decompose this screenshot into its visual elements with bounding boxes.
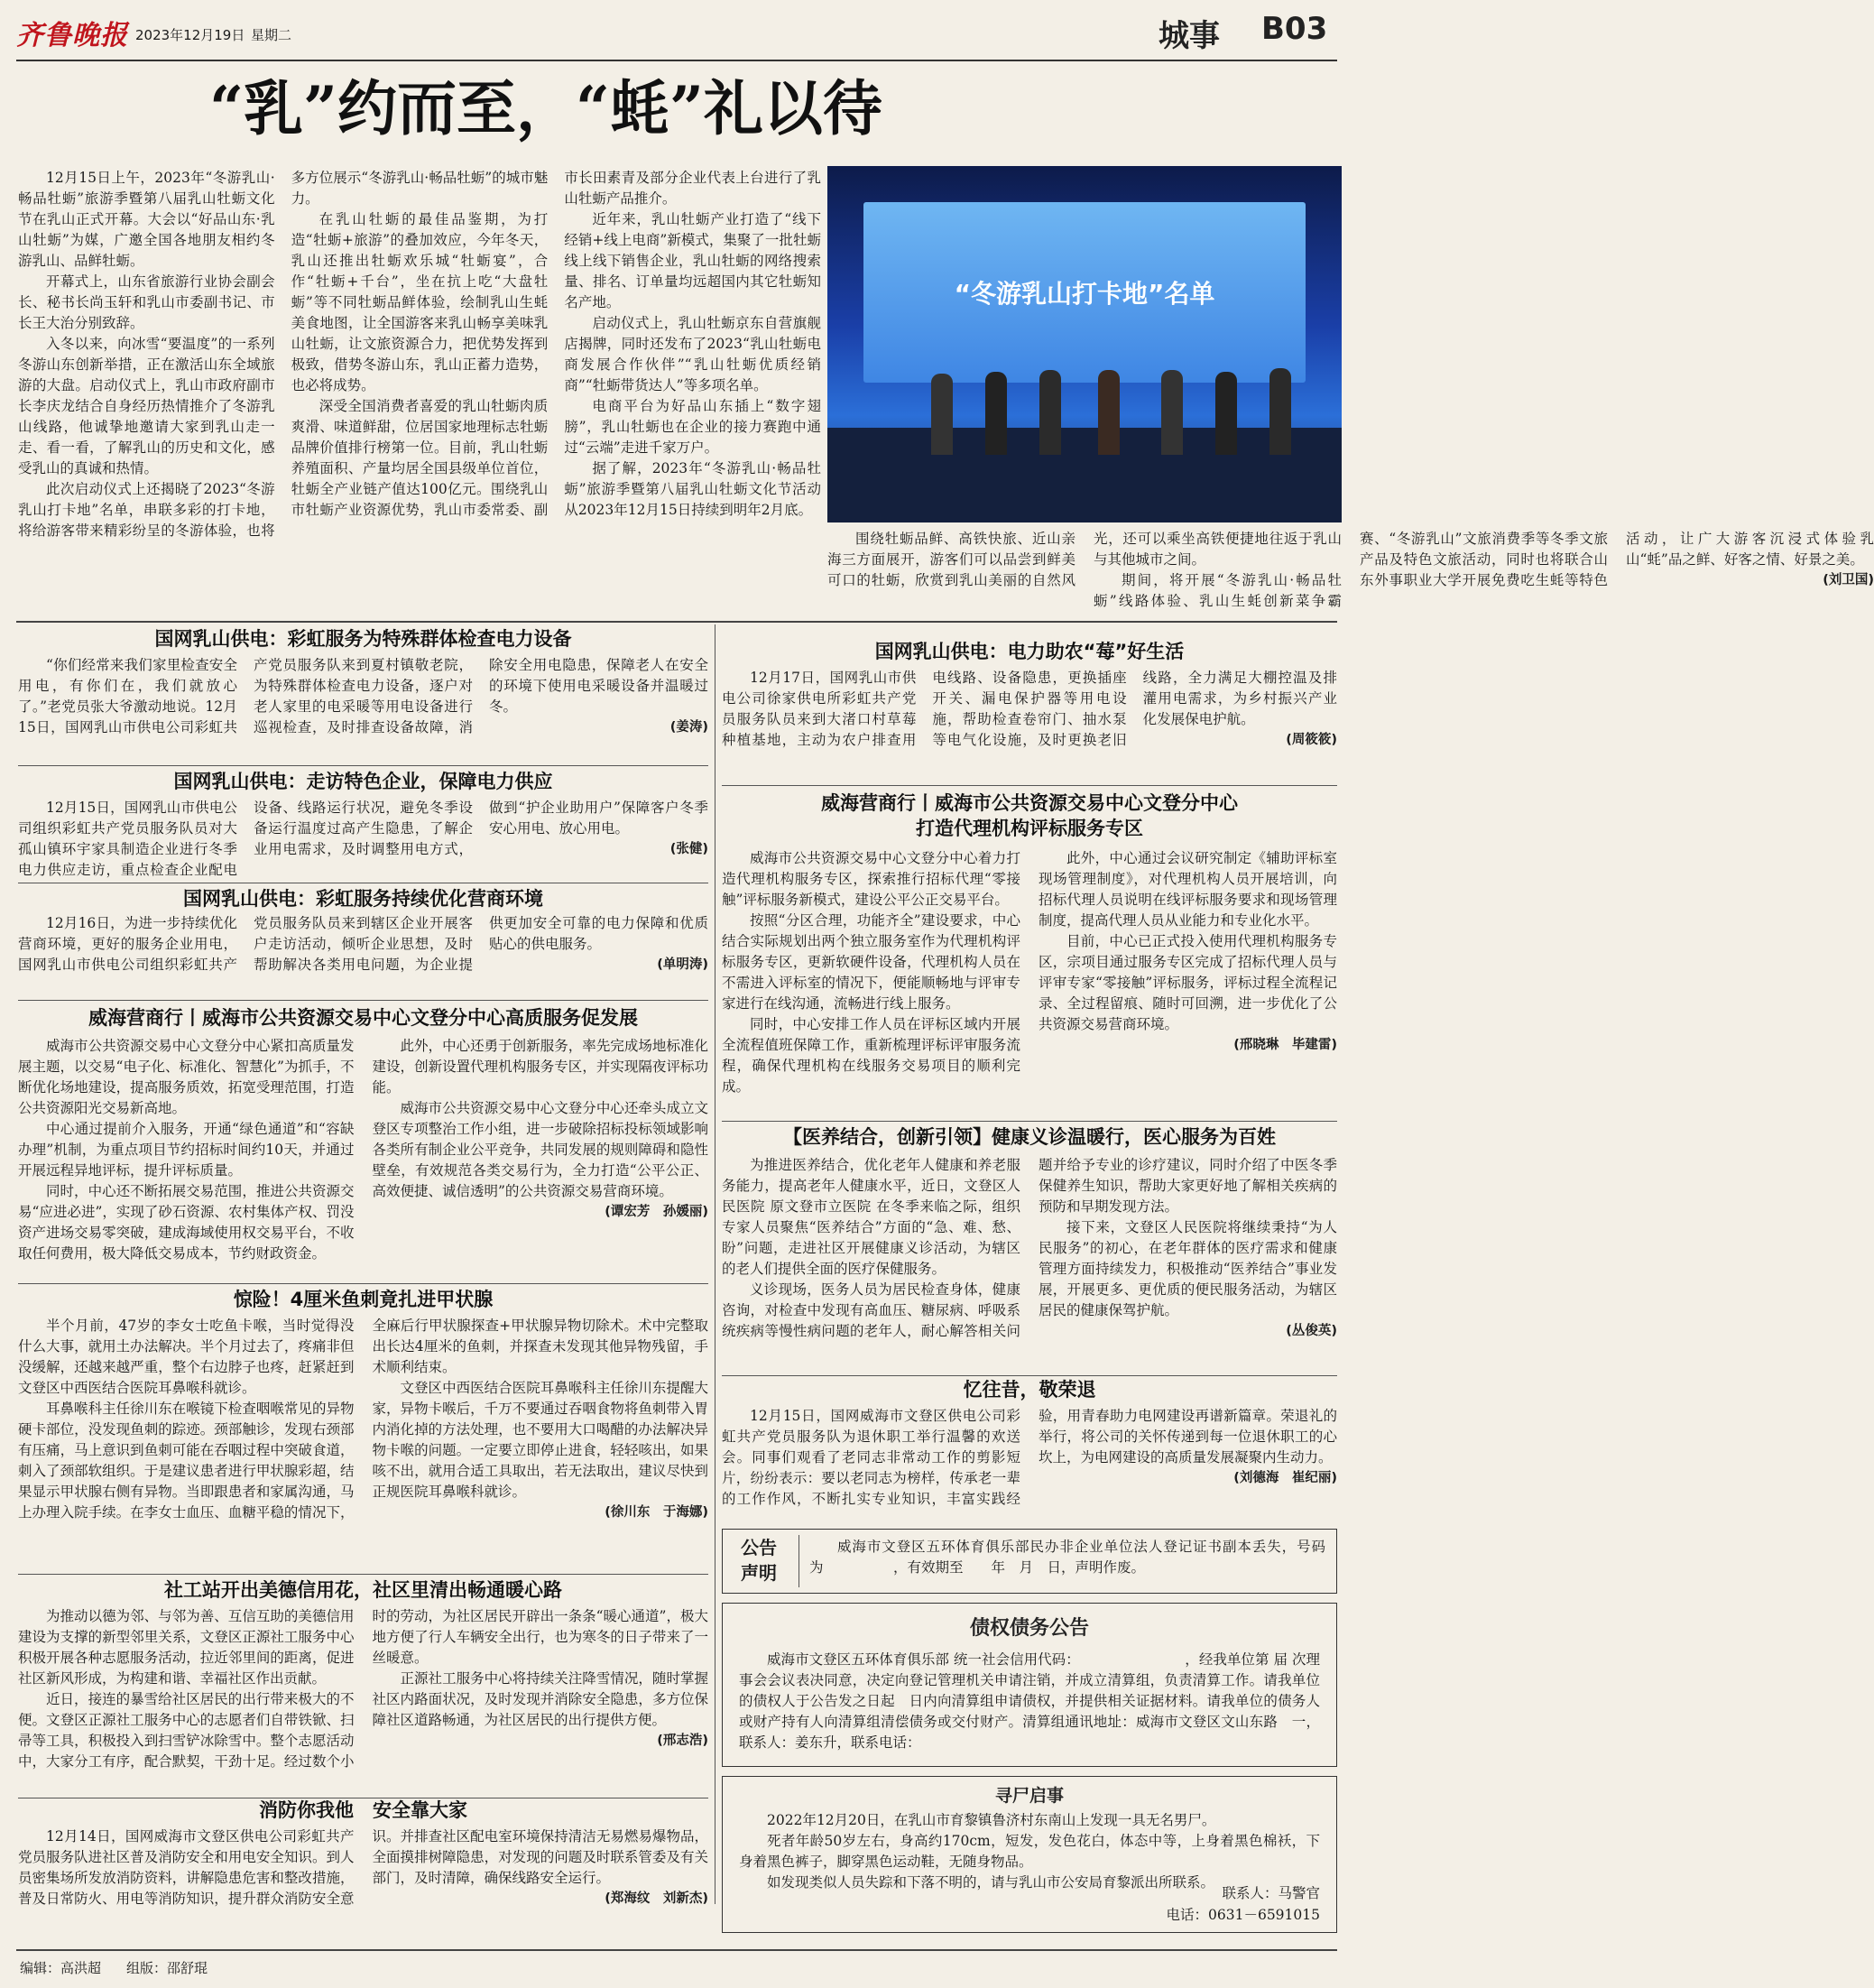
article-body-a7: 12月14日，国网威海市文登区供电公司彩虹共产党员服务队进社区普及消防安全和用电安全知识。到人员密集场所发放消防资料，讲解隐患危害和整改措施，普及日常防火、用电等消防知识，提升群众消防安全意识。并排查社区配电室环境保持清洁无易燃易爆物品，全面摸排树障隐患，对发现的问题及时联系管委及有关部门，及时清障，确保线路安全运行。 (郑海纹 刘新杰) <box>18 1828 708 1907</box>
article-title-r2-line1: 威海营商行丨威海市公共资源交易中心文登分中心 <box>821 792 1238 814</box>
debt-notice-title: 债权债务公告 <box>969 1617 1089 1640</box>
public-notice-box <box>722 1529 1337 1594</box>
main-article-body: 12月15日上午，2023年“冬游乳山·畅品牡蛎”旅游季暨第八届乳山牡蛎文化节在乳山正式开幕。大会以“好品山东·乳山牡蛎”为媒，广邀全国各地朋友相约冬游乳山、品鲜牡蛎。 开幕式上，山东省旅游行业协会副会长、秘书长尚玉轩和乳山市委副书记、市长王大治分别致辞。 入冬以来，向冰雪“要温度”的一系列冬游山东创新举措，正在激活山东全域旅游的大盘。启动仪式上，乳山市政府副市长李庆龙结合自身经历热情推介了冬游乳山线路，他诚挚地邀请大家到乳山走一走、看一看，了解乳山的历史和文化，感受乳山的真诚和热情。 此次启动仪式上还揭晓了2023“冬游乳山打卡地”名单，串联多彩的打卡地，将给游客带来精彩纷呈的冬游体验，也将多方位展示“冬游乳山·畅品牡蛎”的城市魅力。 在乳山牡蛎的最佳品鉴期，为打造“牡蛎+旅游”的叠加效应，今年冬天，乳山还推出牡蛎欢乐城“牡蛎宴”，合作“牡蛎+千台”，坐在抗上吃“大盘牡蛎”等不同牡蛎品鲜体验，绘制乳山生蚝美食地图，让全国游客来乳山畅享美味乳山牡蛎，让文旅资源合力，把优势发挥到极致，借势冬游山东，乳山正蓄力造势，也必将成势。 深受全国消费者喜爱的乳山牡蛎肉质爽滑、味道鲜甜，位居国家地理标志牡蛎品牌价值排行榜第一位。目前，乳山牡蛎养殖面积、产量均居全国县级单位首位，牡蛎全产业链产值达100亿元。围绕乳山市牡蛎产业资源优势，乳山市委常委、副市长田素青及部分企业代表上台进行了乳山牡蛎产品推介。 近年来，乳山牡蛎产业打造了“线下经销+线上电商”新模式，集聚了一批牡蛎线上线下销售企业，乳山牡蛎的网络搜索量、排名、订单量均远超国内其它牡蛎知名产地。 启动仪式上，乳山牡蛎京东自营旗舰店揭牌，同时还发布了2023“乳山牡蛎电商发展合作伙伴”“乳山牡蛎优质经销商”“牡蛎带货达人”等多项名单。 电商平台为好品山东插上“数字翅膀”，乳山牡蛎也在企业的接力赛跑中通过“云端”走进千家万户。 据了解，2023年“冬游乳山·畅品牡蛎”旅游季暨第八届乳山牡蛎文化节活动从2023年12月15日持续到明年2月底。 <box>18 170 821 539</box>
main-article-body-right: 围绕牡蛎品鲜、高铁快旅、近山亲海三方面展开，游客们可以品尝到鲜美可口的牡蛎，欣赏到乳山美丽的自然风光，还可以乘坐高铁便捷地往返于乳山与其他城市之间。 期间，将开展“冬游乳山·畅品牡蛎”线路体验、乳山生蚝创新菜争霸赛、“冬游乳山”文旅消费季等冬季文旅产品及特色文旅活动，同时也将联合山东外事职业大学开展免费吃生蚝等特色活动，让广大游客沉浸式体验乳山“蚝”品之鲜、好客之情、好景之美。 (刘卫国) <box>827 531 1874 609</box>
debt-notice-text: 威海市文登区五环体育俱乐部 统一社会信用代码： ，经我单位第 届 次理事会会议表决同意，决定向登记管理机关申请注销，并成立清算组，负责清算工作。请我单位的债权人于公告发之日起 日内向清算组申请债权，并提供相关证据材料。请我单位的债务人或财产持有人向清算组清偿债务或交付财产。清算组通讯地址：威海市文登区文山东路 一，联系人：姜东升，联系电话： <box>739 1651 1320 1751</box>
article-title-a2: 国网乳山供电：走访特色企业，保障电力供应 <box>173 771 553 792</box>
article-body-a1: “你们经常来我们家里检查安全用电，有你们在，我们就放心了。”老党员张大爷激动地说。12月15日，国网乳山市供电公司彩虹共产党员服务队来到夏村镇敬老院，为特殊群体检查电力设备，逐户对老人家里的电采暖等用电设备进行巡视检查，及时排查设备故障，消除安全用电隐患，保障老人在安全的环境下使用电采暖设备并温暖过冬。 (姜涛) <box>18 657 708 735</box>
article-body-r2: 威海市公共资源交易中心文登分中心着力打造代理机构服务专区，探索推行招标代理“零接触”评标服务新模式，建设公平公正交易平台。 按照“分区合理，功能齐全”建设要求，中心结合实际规划出两个独立服务室作为代理机构评标服务专区，更新软硬件设备，代理机构人员在不需进入评标室的情况下，便能顺畅地与评审专家进行在线沟通，流畅进行线上服务。 同时，中心安排工作人员在评标区域内开展全流程值班保障工作，重新梳理评标评审服务流程，确保代理机构在线服务交易项目的顺利完成。 此外，中心通过会议研究制定《辅助评标室现场管理制度》，对代理机构人员开展培训，向招标代理人员说明在线评标服务要求和现场管理制度，提高代理人员从业能力和专业化水平。 目前，中心已正式投入使用代理机构服务专区，宗项目通过服务专区完成了招标代理人员与评审专家“零接触”评标服务，评标过程全流程记录、全过程留痕、随时可回溯，进一步优化了公共资源交易营商环境。 (邢晓琳 毕建雷) <box>722 850 1337 1095</box>
unidentified-body-notice: 寻尸启事 2022年12月20日，在乳山市育黎镇鲁济村东南山上发现一具无名男尸。 死者年龄50岁左右，身高约170cm，短发，发色花白，体态中等，上身着黑色棉袄，下身着黑色裤子，脚穿黑色运动鞋，无随身物品。 如发现类似人员失踪和下落不明的，请与乳山市公安局育黎派出所联系。 联系人：马警官 电话：0631－6591015 <box>722 1776 1337 1933</box>
notice-text: 威海市文登区五环体育俱乐部民办非企业单位法人登记证书副本丢失，号码为 ，有效期至 年 月 日，声明作废。 <box>809 1539 1325 1576</box>
article-body-a3: 12月16日，为进一步持续优化营商环境，更好的服务企业用电，国网乳山市供电公司组织彩虹共产党员服务队员来到辖区企业开展客户走访活动，倾听企业思想，及时帮助解决各类用电问题，为企业提供更加安全可靠的电力保障和优质贴心的供电服务。 (单明涛) <box>18 915 708 973</box>
article-body-r3: 为推进医养结合，优化老年人健康和养老服务能力，提高老年人健康水平，近日，文登区人民医院 原文登市立医院 在冬季来临之际，组织专家人员聚焦“医养结合”方面的“急、难、愁、盼”问题，走进社区开展健康义诊活动，为辖区的老人们提供全面的医疗保健服务。 义诊现场，医务人员为居民检查身体，健康咨询，对检查中发现有高血压、糖尿病、呼吸系统疾病等慢性病问题的老年人，耐心解答相关问题并给予专业的诊疗建议，同时介绍了中医冬季保健养生知识，帮助大家更好地了解相关疾病的预防和早期发现方法。 接下来，文登区人民医院将继续秉持“为人民服务”的初心，在老年群体的医疗需求和健康管理方面持续发力，积极推动“医养结合”事业发展，开展更多、更优质的便民服务活动，为辖区居民的健康保驾护航。 (丛俊英) <box>722 1157 1337 1339</box>
article-title-a4: 威海营商行丨威海市公共资源交易中心文登分中心高质服务促发展 <box>88 1007 638 1029</box>
article-title-a1: 国网乳山供电：彩虹服务为特殊群体检查电力设备 <box>154 628 572 650</box>
article-title-r4: 忆往昔，敬荣退 <box>963 1379 1096 1401</box>
article-body-a6: 为推动以德为邻、与邻为善、互信互助的美德信用建设为支撑的新型邻里关系，文登区正源社工服务中心积极开展各种志愿服务活动，拉近邻里间的距离，促进社区新风形成，为构建和谐、幸福社区作出贡献。 近日，接连的暴雪给社区居民的出行带来极大的不便。文登区正源社工服务中心的志愿者们自带铁锨、扫帚等工具，积极投入到扫雪铲冰除雪中。整个志愿活动中，大家分工有序，配合默契，干劲十足。经过数个小时的劳动，为社区居民开辟出一条条“暖心通道”，极大地方便了行人车辆安全出行，也为寒冬的日子带来了一丝暖意。 正源社工服务中心将持续关注降雪情况，随时掌握社区内路面状况，及时发现并消除安全隐患，多方位保障社区道路畅通，为社区居民的出行提供方便。 (邢志浩) <box>18 1608 708 1770</box>
footer-editor: 编辑：高洪超 <box>20 1960 102 1976</box>
main-headline: “乳”约而至，“蚝”礼以待 <box>209 73 882 143</box>
page-number: B03 <box>1261 11 1328 47</box>
contact-phone: 电话：0631－6591015 <box>1166 1907 1320 1923</box>
section-name: 城事 <box>1159 18 1220 54</box>
weekday: 星期二 <box>251 27 292 43</box>
newspaper-logo: 齐鲁晚报 <box>16 20 128 51</box>
article-body-a2: 12月15日，国网乳山市供电公司组织彩虹共产党员服务队员对大孤山镇环宇家具制造企业进行冬季电力供应走访，重点检查企业配电设备、线路运行状况，避免冬季设备运行温度过高产生隐患，了解企业用电需求，及时调整用电方式，做到“护企业助用户”保障客户冬季安心用电、放心用电。 (张健) <box>18 800 708 878</box>
article-title-a3: 国网乳山供电：彩虹服务持续优化营商环境 <box>183 888 543 910</box>
article-title-a6: 社工站开出美德信用花，社区里清出畅通暖心路 <box>164 1579 562 1601</box>
issue-date: 2023年12月19日 <box>135 27 245 43</box>
debt-notice-box <box>722 1603 1337 1767</box>
notice-label: 公告 声明 <box>741 1537 777 1584</box>
stage-banner-text: “冬游乳山打卡地”名单 <box>954 279 1215 309</box>
footer-layout: 组版：邵舒琨 <box>126 1960 208 1976</box>
contact-person: 联系人：马警官 <box>1222 1885 1320 1901</box>
main-byline: (刘卫国) <box>1823 573 1874 587</box>
article-title-r1: 国网乳山供电：电力助农“莓”好生活 <box>874 641 1185 662</box>
article-body-r4: 12月15日，国网威海市文登区供电公司彩虹共产党员服务队为退休职工举行温馨的欢送会。同事们观看了老同志非常动工作的剪影短片，纷纷表示：要以老同志为榜样，传承老一辈的工作作风，不断扎实专业知识，丰富实践经验，用青春助力电网建设再谱新篇章。荣退礼的举行，将公司的关怀传递到每一位退休职工的心坎上，为电网建设的高质量发展凝聚内生动力。 (刘德海 崔纪丽) <box>722 1408 1337 1507</box>
article-title-a7: 消防你我他 安全靠大家 <box>259 1799 467 1821</box>
article-title-r3: 【医养结合，创新引领】健康义诊温暖行，医心服务为百姓 <box>783 1126 1276 1148</box>
article-title-r2-line2: 打造代理机构评标服务专区 <box>916 818 1143 839</box>
event-photo <box>827 166 1342 522</box>
unidentified-body-title: 寻尸启事 <box>994 1786 1064 1806</box>
article-body-a5: 半个月前，47岁的李女士吃鱼卡喉，当时觉得没什么大事，就用土办法解决。半个月过去了，疼痛非但没缓解，还越来越严重，整个右边脖子也疼，赶紧赶到文登区中西医结合医院耳鼻喉科就诊。 耳鼻喉科主任徐川东在喉镜下检查咽喉常见的异物硬卡部位，没发现鱼刺的踪迹。颈部触诊，发现右颈部有压痛，马上意识到鱼刺可能在吞咽过程中突破食道，刺入了颈部软组织。于是建议患者进行甲状腺彩超，结果显示甲状腺右侧有异物。当即跟患者和家属沟通，马上办理入院手续。在李女士血压、血糖平稳的情况下，全麻后行甲状腺探查+甲状腺异物切除术。术中完整取出长达4厘米的鱼刺，并探查未发现其他异物残留，手术顺利结束。 文登区中西医结合医院耳鼻喉科主任徐川东提醒大家，异物卡喉后，千万不要通过吞咽食物将鱼刺带入胃内消化掉的方法处理，也不要用大口喝醋的办法解决异物卡喉的问题。一定要立即停止进食，轻轻咳出，如果咳不出，就用合适工具取出，若无法取出，建议尽快到正规医院耳鼻喉科就诊。 (徐川东 于海娜) <box>18 1318 708 1521</box>
article-body-r1: 12月17日，国网乳山市供电公司徐家供电所彩虹共产党员服务队员来到大渚口村草莓种植基地，主动为农户排查用电线路、设备隐患，更换插座开关、漏电保护器等用电设施，帮助检查卷帘门、抽水泵等电气化设施，及时更换老旧线路，全力满足大棚控温及排灌用电需求，为乡村振兴产业化发展保电护航。 (周筱筱) <box>722 670 1337 748</box>
masthead <box>16 7 1337 56</box>
article-body-a4: 威海市公共资源交易中心文登分中心紧扣高质量发展主题，以交易“电子化、标准化、智慧化”为抓手，不断优化场地建设，提高服务质效，拓宽受理范围，打造公共资源阳光交易新高地。 中心通过提前介入服务，开通“绿色通道”和“容缺办理”机制，为重点项目节约招标时间约10天，并通过开展远程异地评标，提升评标质量。 同时，中心还不断拓展交易范围，推进公共资源交易“应进必进”，实现了砂石资源、农村集体产权、罚没资产进场交易零突破，建成海域使用权交易平台，不收取任何费用，极大降低交易成本，节约财政资金。 此外，中心还勇于创新服务，率先完成场地标准化建设，创新设置代理机构服务专区，并实现隔夜评标功能。 威海市公共资源交易中心文登分中心还牵头成立文登区专项整治工作小组，进一步破除招标投标领域影响各类所有制企业公平竞争，共同发展的规则障碍和隐性壁垒，有效规范各类交易行为，全力打造“公平公正、高效便捷、诚信透明”的公共资源交易营商环境。 (谭宏芳 孙媛丽) <box>18 1038 708 1262</box>
article-title-a5: 惊险！4厘米鱼刺竟扎进甲状腺 <box>233 1289 494 1310</box>
